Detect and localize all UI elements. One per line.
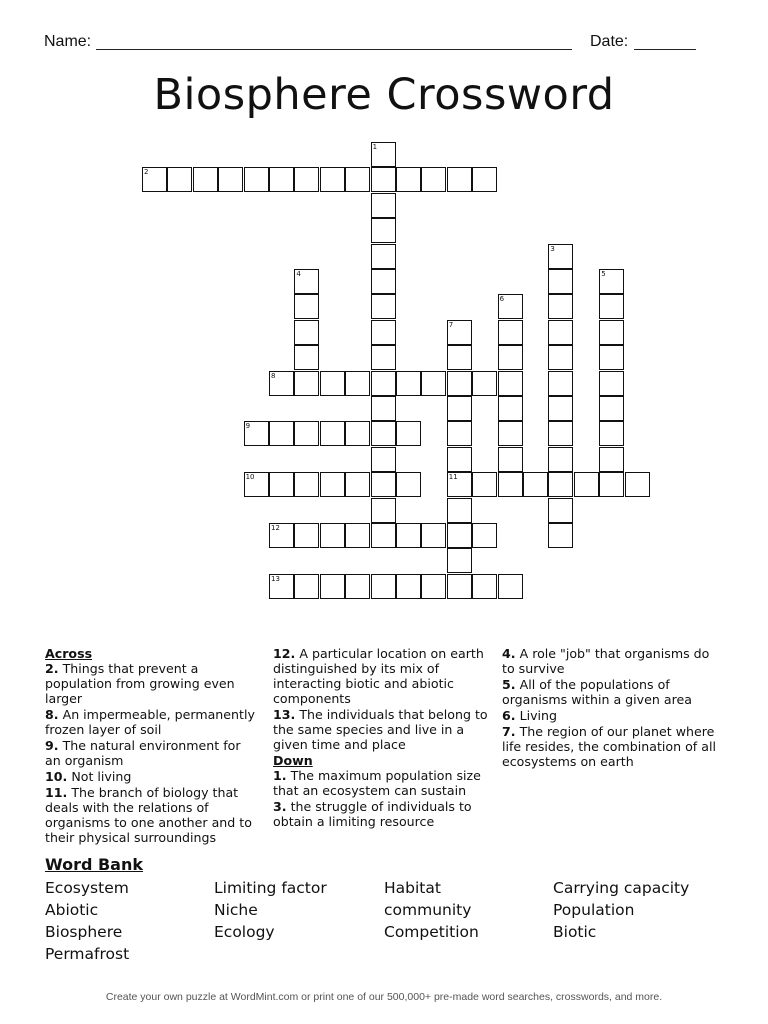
date-label: Date: [590, 33, 629, 50]
crossword-cell[interactable] [421, 371, 446, 396]
crossword-cell[interactable] [371, 269, 396, 294]
crossword-cell[interactable] [498, 396, 523, 421]
cell-number: 12 [271, 524, 280, 532]
crossword-cell[interactable] [294, 523, 319, 548]
crossword-cell[interactable] [498, 320, 523, 345]
word-bank-item: Biotic [553, 923, 597, 941]
crossword-cell[interactable] [294, 574, 319, 599]
clue-across-12: 12. A particular location on earth distinguished by its mix of interacting biotic and abiotic components [273, 646, 484, 706]
word-bank-item: community [384, 901, 472, 919]
crossword-cell[interactable] [345, 523, 370, 548]
crossword-cell[interactable] [447, 167, 472, 192]
crossword-cell[interactable] [472, 167, 497, 192]
cell-number: 5 [601, 270, 606, 278]
cell-number: 6 [499, 295, 505, 304]
crossword-cell[interactable] [320, 472, 345, 497]
word-bank-item: Limiting factor [214, 879, 327, 897]
word-bank-column-4 [553, 877, 689, 943]
crossword-cell[interactable] [371, 574, 396, 599]
crossword-cell[interactable] [548, 396, 573, 421]
crossword-cell[interactable] [548, 472, 573, 497]
crossword-cell[interactable] [447, 574, 472, 599]
clues-column-1 [45, 646, 260, 846]
crossword-cell[interactable] [574, 472, 599, 497]
crossword-cell[interactable] [294, 320, 319, 345]
crossword-cell[interactable] [523, 472, 548, 497]
crossword-cell[interactable] [371, 294, 396, 319]
crossword-cell[interactable] [599, 447, 624, 472]
clue-across-10: 10. Not living [45, 769, 132, 784]
word-bank-item: Ecosystem [45, 879, 129, 897]
crossword-cell[interactable] [498, 345, 523, 370]
crossword-cell[interactable] [548, 320, 573, 345]
clue-down-5: 5. All of the populations of organisms within a given area [502, 677, 692, 707]
crossword-cell[interactable] [294, 421, 319, 446]
crossword-cell[interactable] [548, 371, 573, 396]
crossword-cell[interactable] [244, 167, 269, 192]
crossword-cell[interactable] [345, 167, 370, 192]
crossword-cell[interactable] [625, 472, 650, 497]
cell-number: 2 [144, 168, 149, 177]
clues-column-3 [502, 646, 722, 770]
crossword-cell[interactable] [396, 472, 421, 497]
word-bank-item: Habitat [384, 879, 441, 897]
crossword-cell[interactable] [599, 345, 624, 370]
word-bank-item: Abiotic [45, 901, 99, 919]
clue-down-3: 3. the struggle of individuals to obtain a limiting resource [273, 799, 472, 829]
crossword-cell[interactable] [294, 472, 319, 497]
crossword-cell[interactable] [320, 167, 345, 192]
crossword-cell[interactable] [472, 523, 497, 548]
crossword-cell[interactable] [345, 421, 370, 446]
crossword-cell[interactable] [396, 421, 421, 446]
crossword-cell[interactable] [447, 421, 472, 446]
page-title: Biosphere Crossword [153, 70, 615, 120]
clue-down-4: 4. A role "job" that organisms do to survive [502, 646, 710, 676]
clue-across-9: 9. The natural environment for an organism [45, 738, 241, 768]
crossword-cell[interactable] [447, 371, 472, 396]
crossword-cell[interactable] [548, 498, 573, 523]
crossword-cell[interactable] [218, 167, 243, 192]
crossword-cell[interactable] [599, 472, 624, 497]
crossword-cell[interactable] [548, 421, 573, 446]
crossword-cell[interactable] [371, 498, 396, 523]
crossword-cell[interactable] [447, 345, 472, 370]
clue-across-11: 11. The branch of biology that deals with the relations of organisms to one another and to their physical surroundings [45, 785, 252, 845]
crossword-cell[interactable] [167, 167, 192, 192]
cell-number: 4 [296, 270, 301, 278]
crossword-cell[interactable] [345, 472, 370, 497]
word-bank-column-1 [45, 877, 129, 965]
crossword-cell[interactable] [548, 294, 573, 319]
crossword-cell[interactable] [548, 523, 573, 548]
crossword-cell[interactable] [421, 523, 446, 548]
crossword-cell[interactable] [599, 294, 624, 319]
clue-down-1: 1. The maximum population size that an ecosystem can sustain [273, 768, 481, 798]
word-bank-column-3 [384, 877, 479, 943]
crossword-cell[interactable] [371, 523, 396, 548]
crossword-cell[interactable] [447, 498, 472, 523]
crossword-cell[interactable] [345, 574, 370, 599]
across-heading: Across [45, 646, 93, 661]
crossword-cell[interactable] [396, 574, 421, 599]
word-bank-item: Carrying capacity [553, 879, 690, 897]
crossword-cell[interactable] [269, 421, 294, 446]
crossword-cell[interactable] [472, 472, 497, 497]
crossword-cell[interactable] [320, 523, 345, 548]
footer-text: Create your own puzzle at WordMint.com or print one of our 500,000+ pre-made word searches, crosswords, and more. [105, 991, 663, 1003]
crossword-cell[interactable] [294, 371, 319, 396]
crossword-cell[interactable] [371, 167, 396, 192]
crossword-cell[interactable] [371, 421, 396, 446]
crossword-cell[interactable] [599, 396, 624, 421]
cell-number: 13 [271, 574, 280, 583]
crossword-cell[interactable] [269, 167, 294, 192]
crossword-cell[interactable] [193, 167, 218, 192]
cell-number: 3 [550, 244, 555, 253]
name-label: Name: [44, 33, 92, 50]
crossword-cell[interactable] [345, 371, 370, 396]
crossword-cell[interactable] [472, 371, 497, 396]
crossword-cell[interactable] [548, 447, 573, 472]
crossword-cell[interactable] [371, 396, 396, 421]
crossword-cell[interactable] [396, 523, 421, 548]
crossword-cell[interactable] [371, 218, 396, 243]
word-bank-column-2 [214, 877, 327, 943]
crossword-cell[interactable] [498, 371, 523, 396]
crossword-cell[interactable] [269, 472, 294, 497]
crossword-cell[interactable] [421, 574, 446, 599]
word-bank-item: Permafrost [45, 945, 130, 963]
crossword-cell[interactable] [599, 320, 624, 345]
crossword-cell[interactable] [472, 574, 497, 599]
clue-across-13: 13. The individuals that belong to the same species and live in a given time and place [273, 707, 488, 752]
cell-number: 10 [245, 473, 255, 482]
crossword-cell[interactable] [371, 447, 396, 472]
crossword-cell[interactable] [371, 320, 396, 345]
crossword-cell[interactable] [371, 472, 396, 497]
crossword-cell[interactable] [447, 548, 472, 573]
crossword-cell[interactable] [371, 371, 396, 396]
down-heading: Down [273, 753, 313, 768]
cell-number: 9 [245, 422, 251, 431]
word-bank-item: Population [553, 901, 635, 919]
crossword-cell[interactable] [447, 396, 472, 421]
crossword-cell[interactable] [396, 167, 421, 192]
word-bank-item: Biosphere [45, 923, 123, 941]
crossword-cell[interactable] [294, 345, 319, 370]
crossword-cell[interactable] [498, 447, 523, 472]
crossword-cell[interactable] [320, 421, 345, 446]
crossword-cell[interactable] [498, 574, 523, 599]
crossword-cell[interactable] [371, 345, 396, 370]
crossword-cell[interactable] [498, 421, 523, 446]
crossword-cell[interactable] [447, 523, 472, 548]
crossword-cell[interactable] [320, 371, 345, 396]
crossword-cell[interactable] [548, 269, 573, 294]
clue-down-6: 6. Living [502, 708, 558, 723]
cell-number: 7 [448, 320, 454, 329]
crossword-cell[interactable] [371, 193, 396, 218]
crossword-cell[interactable] [447, 447, 472, 472]
word-bank-item: Ecology [214, 923, 275, 941]
crossword-cell[interactable] [396, 371, 421, 396]
cell-number: 1 [372, 143, 378, 151]
crossword-cell[interactable] [371, 244, 396, 269]
clue-across-2: 2. Things that prevent a population from growing even larger [45, 661, 235, 706]
crossword-cell[interactable] [421, 167, 446, 192]
crossword-cell[interactable] [294, 294, 319, 319]
word-bank-item: Competition [384, 923, 479, 941]
cell-number: 8 [271, 371, 276, 380]
crossword-cell[interactable] [294, 167, 319, 192]
clues-column-2 [273, 646, 488, 830]
crossword-cell[interactable] [548, 345, 573, 370]
crossword-cell[interactable] [498, 472, 523, 497]
crossword-cell[interactable] [599, 371, 624, 396]
word-bank-item: Niche [214, 901, 258, 919]
crossword-cell[interactable] [320, 574, 345, 599]
clue-across-8: 8. An impermeable, permanently frozen layer of soil [45, 707, 255, 737]
clue-down-7: 7. The region of our planet where life resides, the combination of all ecosystems on earth [502, 724, 716, 769]
cell-number: 11 [448, 473, 458, 482]
word-bank-title: Word Bank [45, 855, 144, 874]
crossword-cell[interactable] [599, 421, 624, 446]
